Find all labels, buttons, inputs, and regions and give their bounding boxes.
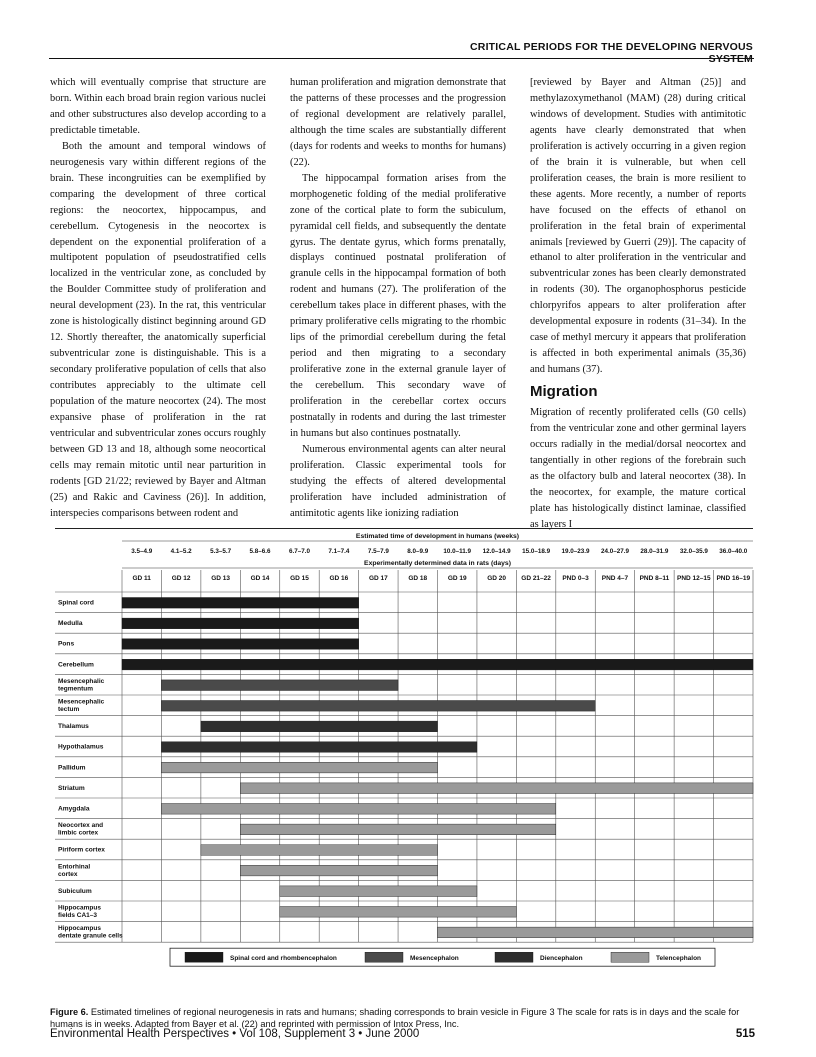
rat-days-tick-label: GD 15 — [290, 575, 309, 582]
text-column-1 — [50, 75, 266, 522]
region-label: Pallidum — [58, 764, 86, 772]
timeline-bar — [201, 845, 438, 856]
human-weeks-tick-label: 5.3–5.7 — [210, 548, 232, 555]
section-heading-migration: Migration — [530, 383, 598, 401]
timeline-bar — [438, 927, 754, 938]
timeline-chart-svg — [45, 528, 757, 998]
rat-days-tick-label: PND 0–3 — [562, 575, 589, 582]
timeline-bar — [161, 804, 555, 815]
timeline-bar — [240, 783, 753, 794]
region-label: Entorhinal — [58, 863, 91, 871]
caption-text: Estimated timelines of regional neurogenesis in rats and humans; shading corresponds to brain vesicle in Figure 3 The scale for rats is in days and the scale for humans is in weeks. Adapted from Bayer et al. (22) and reprinted with permission of Intox Press, Inc. — [50, 1007, 740, 1029]
region-label: Thalamus — [58, 723, 89, 731]
rat-days-tick-label: GD 16 — [329, 575, 349, 582]
human-weeks-tick-label: 7.5–7.9 — [367, 548, 389, 555]
rat-days-tick-label: GD 12 — [171, 575, 191, 582]
rat-days-tick-label: GD 13 — [211, 575, 230, 582]
timeline-bar — [240, 865, 437, 876]
human-weeks-tick-label: 15.0–18.9 — [522, 548, 551, 555]
timeline-bar — [122, 618, 359, 629]
region-label: dentate granule cells — [58, 932, 123, 940]
legend-swatch — [365, 952, 403, 962]
paragraph: which will eventually comprise that structure are born. Within each broad brain region various nuclei and other substructures also develop according to a predictable timetable. — [50, 77, 266, 136]
region-label: Striatum — [58, 784, 85, 792]
rat-days-tick-label: GD 21–22 — [521, 575, 551, 582]
region-label: Spinal cord — [58, 599, 94, 607]
region-label: Neocortex and — [58, 822, 104, 830]
rat-days-tick-label: PND 12–15 — [677, 575, 711, 582]
human-weeks-tick-label: 32.0–35.9 — [679, 548, 708, 555]
timeline-bar — [122, 659, 753, 670]
paragraph: human proliferation and migration demonstrate that the patterns of these processes and the progression of regional development are relatively parallel, although the time scales are substantially different (days for rodents and weeks to months for humans) (22). — [290, 77, 506, 168]
rat-days-tick-label: GD 20 — [487, 575, 507, 582]
human-weeks-tick-label: 4.1–5.2 — [170, 548, 192, 555]
legend-label: Mesencephalon — [410, 955, 459, 963]
region-label: tegmentum — [58, 685, 94, 693]
region-label: fields CA1–3 — [58, 912, 98, 919]
legend-swatch — [185, 952, 223, 962]
running-head: CRITICAL PERIODS FOR THE DEVELOPING NERVOUS SYSTEM — [470, 41, 753, 65]
human-weeks-tick-label: 10.0–11.9 — [443, 548, 472, 555]
region-label: Subiculum — [58, 887, 92, 895]
rat-days-tick-label: GD 19 — [447, 575, 467, 582]
legend-label: Spinal cord and rhombencephalon — [230, 955, 337, 963]
paragraph: Migration of recently proliferated cells (G0 cells) from the ventricular zone and other germinal layers occurs radially in the medial/dorsal neocortex and tangentially in other regions of the forebrain such as the olfactory bulb and lateral neocortex (38). In the neocortex, for example, the mature cortical plate has histologically distinct laminae, classified as layers I — [530, 407, 746, 530]
rat-days-tick-label: PND 16–19 — [716, 575, 751, 582]
human-weeks-tick-label: 19.0–23.9 — [561, 548, 590, 555]
region-label: Hippocampus — [58, 904, 101, 912]
region-label: Mesencephalic — [58, 677, 105, 685]
human-weeks-tick-label: 6.7–7.0 — [288, 548, 310, 555]
caption-label: Figure 6. — [50, 1007, 89, 1017]
paragraph: Both the amount and temporal windows of neurogenesis vary within different regions of the brain. These incongruities can be exemplified by comparing the development of three cortical regions: the neocortex, hippocampus, and cerebellum. Cytogenesis in the neocortex is dependent on the exponential proliferation of a multipotent population of pseudostratified cells localized in the ventricular zone, as concluded by the Boulder Committee study of proliferation and neural development (23). In the rat, this ventricular zone is histologically distinct beginning around GD 12. Shortly thereafter, the anatomically superficial subventricular zone is distinguishable. This is a secondary proliferative population of cells that also contributes appreciably to the ultimate cell population of the mature neocortex (24). The most expansive phase of proliferation in the rat ventricular and subventricular zones occurs roughly between GD 13 and 18, although some neocortical cells may remain mitotic until near parturition in rodents [GD 21/22; reviewed by Bayer and Altman (25) and Rakic and Caviness (26)]. In addition, interspecies comparisons between rodent and — [50, 140, 266, 519]
human-weeks-tick-label: 28.0–31.9 — [640, 548, 669, 555]
timeline-bar — [240, 824, 556, 835]
timeline-bar — [161, 680, 398, 691]
rats-axis-title: Experimentally determined data in rats (days) — [364, 560, 511, 567]
legend-swatch — [495, 952, 533, 962]
region-label: cortex — [58, 870, 78, 878]
timeline-bar — [280, 886, 477, 897]
rat-days-tick-label: GD 17 — [368, 575, 388, 582]
timeline-bar — [280, 907, 517, 918]
text-column-3 — [530, 75, 746, 533]
rat-days-tick-label: PND 4–7 — [601, 575, 629, 582]
journal-citation: Environmental Health Perspectives • Vol 108, Supplement 3 • June 2000 — [50, 1028, 420, 1040]
region-label: Amygdala — [58, 805, 90, 813]
legend-label: Telencephalon — [656, 955, 702, 963]
text-column-2 — [290, 75, 506, 522]
human-weeks-tick-label: 12.0–14.9 — [482, 548, 511, 555]
timeline-bar — [201, 721, 438, 732]
figure-caption — [50, 1006, 755, 1030]
legend-label: Diencephalon — [540, 955, 583, 963]
timeline-bar — [161, 762, 437, 773]
rat-days-tick-label: GD 18 — [408, 575, 428, 582]
timeline-bar — [122, 639, 359, 650]
region-label: Medulla — [58, 620, 83, 628]
header-rule — [49, 58, 754, 59]
region-label: Cerebellum — [58, 661, 94, 669]
page-number: 515 — [735, 1028, 755, 1040]
paragraph: The hippocampal formation arises from the morphogenetic folding of the medial proliferative zone of the cortical plate to form the subiculum, pyramidal cell fields, and subsequently the dentate gyrus. The dentate gyrus, which forms prenatally, displays continued postnatal proliferation of granule cells in the hippocampal formation of both rodent and humans (27). The proliferation of the cerebellum takes place in different phases, with the primary proliferative cells migrating to the rhombic lips of the primordial cerebellum during the fetal period and then migrating to a secondary proliferative zone in the external granule layer of the cerebellum. This secondary wave of proliferation in the cerebellar cortex occurs postnatally in rodents and during the last trimester in humans but also continues postnatally. — [290, 172, 506, 439]
human-weeks-tick-label: 24.0–27.9 — [600, 548, 629, 555]
region-label: Mesencephalic — [58, 698, 105, 706]
region-label: Hippocampus — [58, 925, 101, 933]
paragraph: [reviewed by Bayer and Altman (25)] and methylazoxymethanol (MAM) (28) during critical windows of development. Studies with antimitotic agents have clearly demonstrated that when proliferation is actively occurring in a given region of the brain it is vulnerable, but when cell proliferation ceases, the brain is more resilient to these agents. More recently, a number of reports have focused on the effects of ethanol on proliferation in the fetal brain of experimental animals [reviewed by Guerri (29)]. The capacity of ethanol to alter proliferation in the ventricular and subventricular zones has been clearly demonstrated in rodents (30). The organophosphorus pesticide chlorpyrifos appears to alter proliferation after developmental exposure in rodents (31–34). In the case of methyl mercury it appears that proliferation is affected in both experimental animals (35,36) and humans (37). — [530, 77, 746, 376]
human-weeks-tick-label: 8.0–9.9 — [407, 548, 429, 555]
timeline-bar — [161, 742, 477, 753]
paragraph: Numerous environmental agents can alter neural proliferation. Classic experimental tools for studying the effects of altered developmental proliferation have included administration of antimitotic agents like ionizing radiation — [290, 443, 506, 519]
human-weeks-tick-label: 7.1–7.4 — [328, 548, 350, 555]
region-label: tectum — [58, 706, 80, 713]
figure-6-timeline-chart — [45, 528, 757, 998]
page-footer — [50, 1028, 755, 1040]
region-label: Hypothalamus — [58, 743, 104, 751]
timeline-bar — [161, 701, 595, 712]
humans-axis-title: Estimated time of development in humans (weeks) — [355, 533, 520, 540]
timeline-bar — [122, 598, 359, 609]
region-label: limbic cortex — [58, 829, 99, 837]
legend-swatch — [611, 952, 649, 962]
human-weeks-tick-label: 36.0–40.0 — [719, 548, 748, 555]
rat-days-tick-label: GD 11 — [132, 575, 151, 582]
region-label: Pons — [58, 640, 75, 648]
rat-days-tick-label: GD 14 — [250, 575, 270, 582]
human-weeks-tick-label: 5.8–6.6 — [249, 548, 271, 555]
rat-days-tick-label: PND 8–11 — [639, 575, 670, 582]
region-label: Piriform cortex — [58, 846, 105, 854]
human-weeks-tick-label: 3.5–4.9 — [131, 548, 153, 555]
